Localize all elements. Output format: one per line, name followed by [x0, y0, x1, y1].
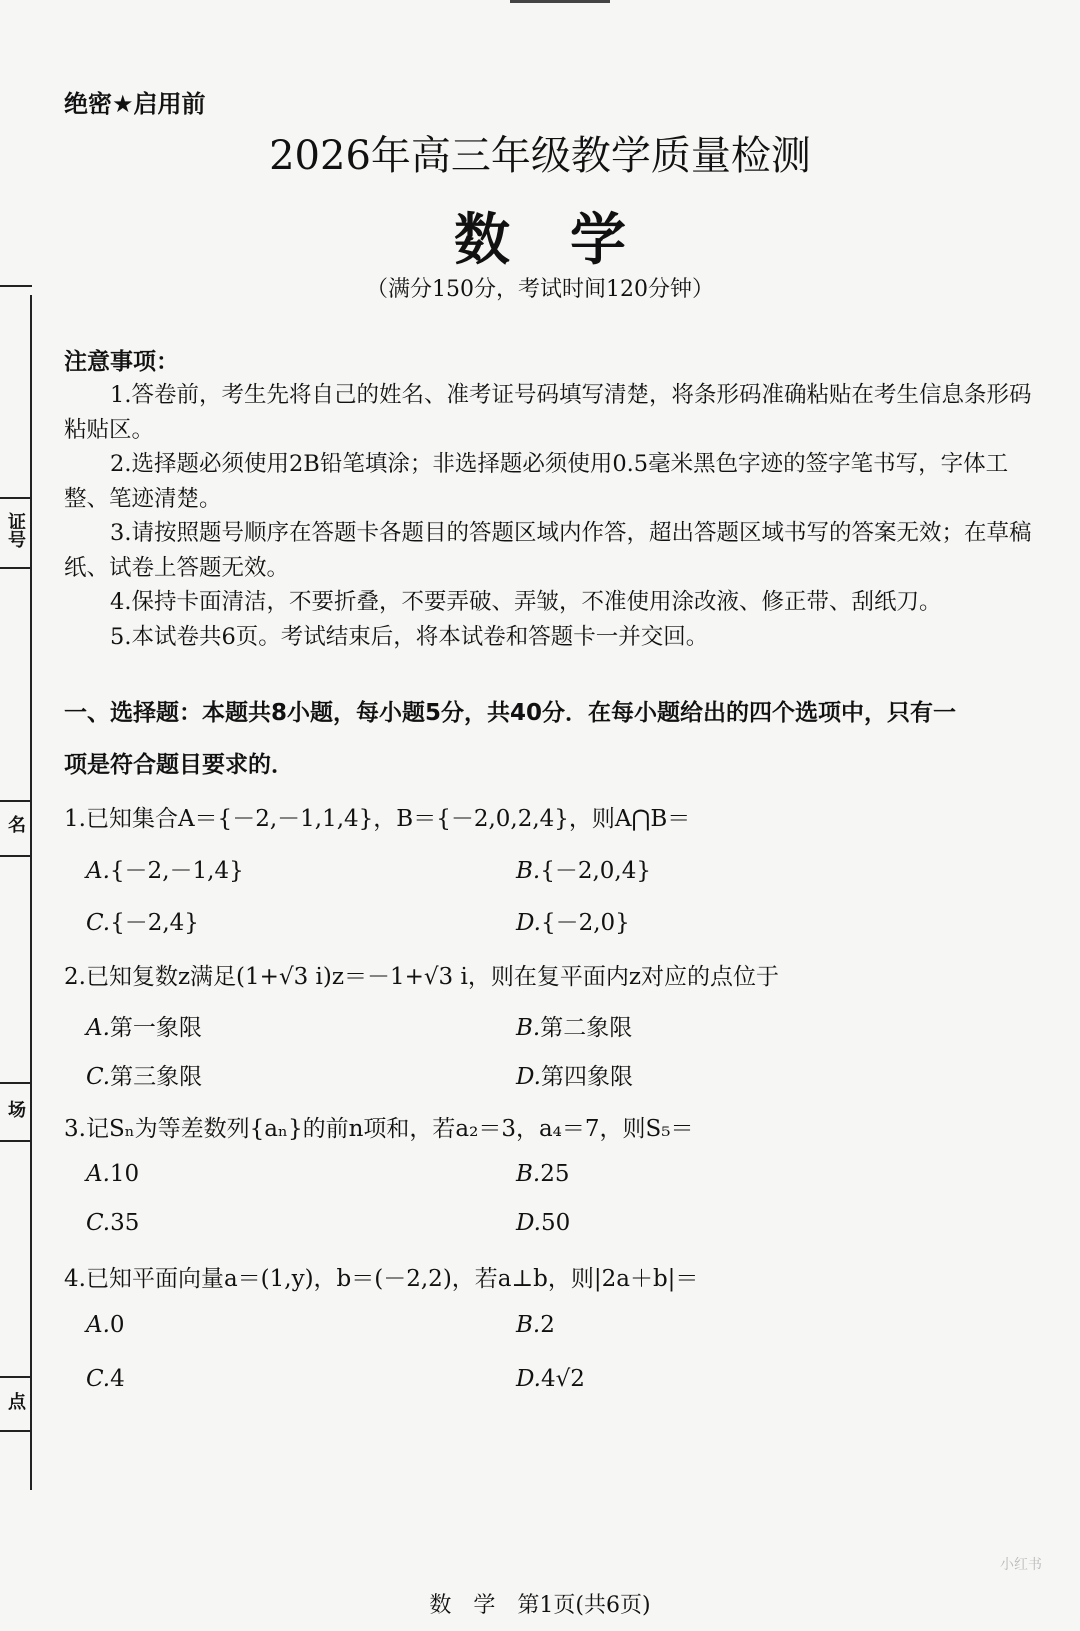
question-3-option-d — [516, 1210, 570, 1236]
subject-title: 数学 — [454, 208, 686, 273]
option-label: C. — [86, 910, 111, 936]
sidebar-label-id: 证号 — [5, 512, 26, 548]
question-4-option-c — [86, 1366, 125, 1392]
question-2-option-a — [86, 1009, 202, 1042]
question-1-stem: 1.已知集合A＝{－2,－1,1,4}，B＝{－2,0,2,4}，则A⋂B＝ — [64, 806, 691, 832]
question-3-stem: 3.记Sₙ为等差数列{aₙ}的前n项和，若a₂＝3，a₄＝7，则S₅＝ — [64, 1116, 694, 1142]
option-text: 35 — [110, 1210, 140, 1236]
option-text: 25 — [540, 1161, 570, 1187]
notes-heading: 注意事项： — [64, 349, 179, 375]
exam-title: 2026年高三年级教学质量检测 — [269, 133, 811, 179]
question-1-option-a — [86, 852, 244, 885]
option-label: A. — [86, 858, 110, 884]
option-label: B. — [516, 1161, 541, 1187]
option-text: 第三象限 — [110, 1064, 203, 1090]
option-text: 第四象限 — [540, 1064, 633, 1090]
notes-list — [64, 378, 1034, 654]
sidebar-label-site: 点 — [5, 1392, 26, 1410]
binding-tick — [0, 1082, 32, 1084]
question-3-option-b — [516, 1161, 570, 1187]
question-2-option-c — [86, 1058, 202, 1091]
binding-line — [30, 295, 32, 1490]
section-heading-cont: 项是符合题目要求的． — [64, 752, 294, 778]
confidential-mark: 绝密★启用前 — [64, 90, 206, 118]
question-2-option-d — [516, 1058, 633, 1091]
binding-tick — [0, 1376, 32, 1378]
option-label: C. — [86, 1366, 111, 1392]
option-text: 第二象限 — [540, 1015, 633, 1041]
question-4-option-d — [516, 1366, 585, 1392]
option-label: C. — [86, 1210, 111, 1236]
option-text: {－2,4} — [110, 910, 199, 936]
option-text: 4√2 — [540, 1366, 585, 1392]
question-4-stem: 4.已知平面向量a＝(1,y)，b＝(－2,2)，若a⊥b，则|2a＋b|＝ — [64, 1266, 699, 1292]
question-4-option-b — [516, 1312, 555, 1338]
top-edge-mark — [510, 0, 610, 3]
option-label: A. — [86, 1312, 110, 1338]
binding-tick — [0, 567, 32, 569]
binding-tick — [0, 855, 32, 857]
note-item: 4.保持卡面清洁，不要折叠，不要弄破、弄皱，不准使用涂改液、修正带、刮纸刀。 — [110, 589, 942, 615]
question-1-option-c — [86, 904, 199, 937]
option-label: D. — [516, 1366, 541, 1392]
option-label: D. — [516, 910, 541, 936]
option-text: 50 — [540, 1210, 571, 1236]
binding-tick — [0, 800, 32, 802]
option-label: D. — [516, 1210, 541, 1236]
question-1-option-d — [516, 904, 630, 937]
binding-tick — [0, 497, 32, 499]
sidebar-label-room: 场 — [5, 1100, 26, 1118]
question-2-stem: 2.已知复数z满足(1+√3 i)z＝－1+√3 i，则在复平面内z对应的点位于 — [64, 964, 779, 990]
note-item: 1.答卷前，考生先将自己的姓名、准考证号码填写清楚，将条形码准确粘贴在考生信息条形码粘贴区。 — [64, 382, 1032, 443]
note-item: 3.请按照题号顺序在答题卡各题目的答题区域内作答，超出答题区域书写的答案无效；在草稿纸、试卷上答题无效。 — [64, 520, 1032, 581]
option-label: B. — [516, 1015, 541, 1041]
question-3-option-c — [86, 1210, 139, 1236]
option-text: 0 — [109, 1312, 125, 1338]
option-label: B. — [516, 1312, 541, 1338]
option-label: D. — [516, 1064, 541, 1090]
note-item: 5.本试卷共6页。考试结束后，将本试卷和答题卡一并交回。 — [110, 623, 709, 650]
binding-tick — [0, 1430, 32, 1432]
option-label: A. — [86, 1015, 110, 1041]
question-3-option-a — [86, 1161, 139, 1187]
option-text: 第一象限 — [109, 1015, 202, 1041]
question-2-option-b — [516, 1009, 632, 1042]
option-text: {－2,0} — [540, 910, 630, 936]
option-text: 4 — [110, 1366, 125, 1392]
option-text: 2 — [540, 1312, 555, 1338]
option-label: B. — [516, 858, 541, 884]
watermark: 小红书 — [1000, 1557, 1042, 1573]
option-label: C. — [86, 1064, 111, 1090]
exam-meta: （满分150分，考试时间120分钟） — [366, 277, 714, 302]
question-1-option-b — [516, 852, 651, 885]
page-footer: 数 学 第1页(共6页) — [429, 1593, 651, 1618]
question-4-option-a — [86, 1312, 125, 1338]
section-heading: 一、选择题：本题共8小题，每小题5分，共40分．在每小题给出的四个选项中，只有一 — [64, 700, 957, 726]
note-item: 2.选择题必须使用2B铅笔填涂；非选择题必须使用0.5毫米黑色字迹的签字笔书写，字体工整、笔迹清楚。 — [64, 451, 1009, 512]
binding-tick — [0, 1140, 32, 1142]
option-text: {－2,0,4} — [540, 858, 652, 884]
option-text: {－2,－1,4} — [109, 858, 244, 884]
sidebar-label-name: 名 — [5, 815, 26, 833]
option-text: 10 — [109, 1161, 140, 1187]
option-label: A. — [86, 1161, 110, 1187]
